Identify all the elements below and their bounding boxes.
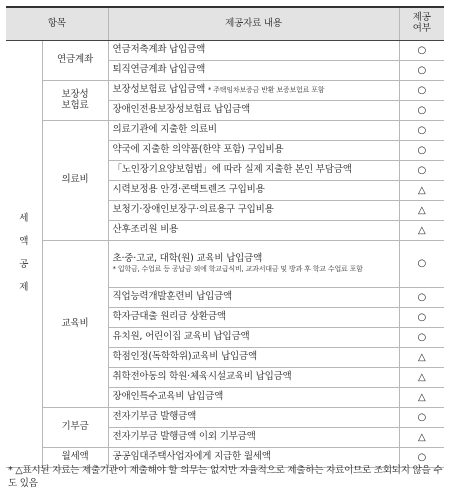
- availability-mark: ○: [399, 101, 444, 121]
- content-cell: 「노인장기요양보험법」에 따라 실제 지출한 본인 부담금액: [108, 161, 399, 181]
- content-text: 초·중·고교, 대학(원) 교육비 납입금액: [112, 253, 263, 265]
- content-cell: 시력보정용 안경·콘택트렌즈 구입비용: [108, 181, 399, 201]
- availability-mark: ○: [399, 61, 444, 81]
- availability-mark: ○: [399, 308, 444, 328]
- header-item: 항목: [6, 7, 108, 41]
- group-rent: 월세액: [42, 448, 108, 468]
- category-char: 공: [19, 259, 29, 270]
- content-cell: 장애인전용보장성보험료 납입금액: [108, 101, 399, 121]
- availability-mark: ○: [399, 288, 444, 308]
- availability-mark: △: [399, 221, 444, 241]
- availability-mark: ○: [399, 448, 444, 468]
- content-cell: 직업능력개발훈련비 납입금액: [108, 288, 399, 308]
- group-insurance: 보장성 보험료: [42, 81, 108, 121]
- table-row: [6, 121, 444, 141]
- availability-mark: △: [399, 428, 444, 448]
- category-char: 액: [19, 236, 29, 248]
- content-cell: 공공임대주택사업자에게 지급한 월세액: [108, 448, 399, 468]
- content-note: * 입학금, 수업료 등 공납금 외에 학교급식비, 교과서대금 및 방과 후 학교 수업료 포함: [112, 265, 363, 274]
- group-pension: 연금계좌: [42, 41, 108, 81]
- content-cell: 학점인정(독학학위)교육비 납입금액: [108, 348, 399, 368]
- availability-mark: ○: [399, 121, 444, 141]
- availability-mark: ○: [399, 161, 444, 181]
- content-cell: 전자기부금 발행금액: [108, 408, 399, 428]
- availability-mark: ○: [399, 408, 444, 428]
- content-cell: 연금저축계좌 납입금액: [108, 41, 399, 61]
- content-cell: 약국에 지출한 의약품(한약 포함) 구입비용: [108, 141, 399, 161]
- content-cell: 퇴직연금계좌 납입금액: [108, 61, 399, 81]
- table-row: [6, 408, 444, 428]
- content-cell: [108, 241, 399, 288]
- availability-mark: ○: [399, 81, 444, 101]
- availability-mark: △: [399, 368, 444, 388]
- table-row: [6, 41, 444, 61]
- availability-mark: △: [399, 388, 444, 408]
- group-medical: 의료비: [42, 121, 108, 241]
- category-char: 제: [19, 281, 29, 293]
- availability-mark: ○: [399, 41, 444, 61]
- content-cell: 산후조리원 비용: [108, 221, 399, 241]
- content-cell: 장애인특수교육비 납입금액: [108, 388, 399, 408]
- availability-mark: ○: [399, 141, 444, 161]
- content-cell: 유치원, 어린이집 교육비 납입금액: [108, 328, 399, 348]
- header-availability: 제공 여부: [399, 7, 444, 41]
- content-cell: [108, 81, 399, 101]
- category-char: 세: [19, 213, 29, 225]
- content-cell: 보청기·장애인보장구·의료용구 구입비용: [108, 201, 399, 221]
- availability-mark: △: [399, 181, 444, 201]
- content-note: * 주택임차보증금 반환 보증보험료 포함: [207, 86, 325, 95]
- table-header-row: [6, 7, 444, 41]
- availability-mark: △: [399, 348, 444, 368]
- group-education: 교육비: [42, 241, 108, 408]
- availability-mark: △: [399, 201, 444, 221]
- table-row: [6, 241, 444, 288]
- content-cell: 취학전아동의 학원·체육시설교육비 납입금액: [108, 368, 399, 388]
- category-tax-credit: [6, 41, 42, 468]
- availability-mark: ○: [399, 241, 444, 288]
- availability-mark: ○: [399, 328, 444, 348]
- data-table: [6, 6, 444, 468]
- content-cell: 전자기부금 발행금액 이외 기부금액: [108, 428, 399, 448]
- table-row: [6, 81, 444, 101]
- footnote: * △표시된 자료는 제출기관이 제출해야 할 의무는 없지만 자율적으로 제출하는 자료이므로 조회되지 않을 수도 있음: [8, 465, 443, 490]
- content-text: 보장성보험료 납입금액: [112, 84, 206, 96]
- group-donation: 기부금: [42, 408, 108, 448]
- header-content: 제공자료 내용: [108, 7, 399, 41]
- content-cell: 의료기관에 지출한 의료비: [108, 121, 399, 141]
- content-cell: 학자금대출 원리금 상환금액: [108, 308, 399, 328]
